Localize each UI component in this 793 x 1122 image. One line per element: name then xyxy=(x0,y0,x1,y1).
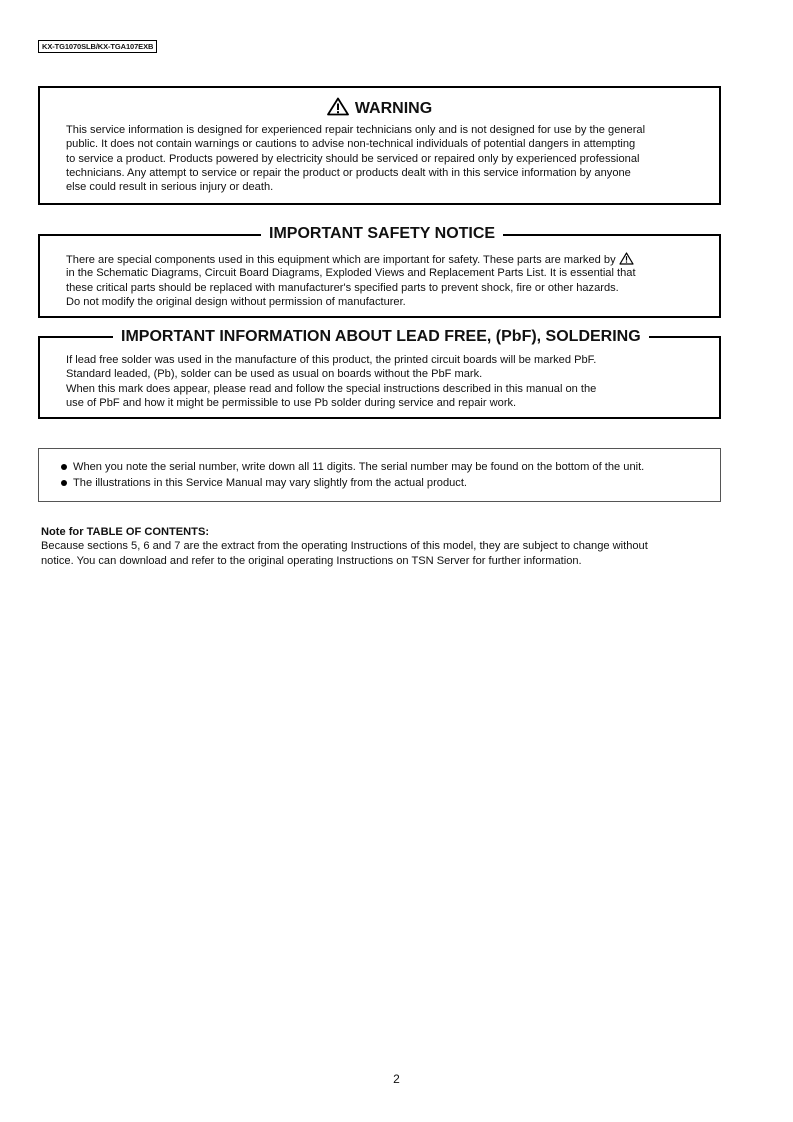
warning-line: technicians. Any attempt to service or repair the product or products dealt with in this service information by anyone xyxy=(66,166,631,179)
safety-line: There are special components used in this equipment which are important for safety. These parts are marked by xyxy=(66,252,636,266)
warning-heading xyxy=(40,97,719,121)
warning-title: WARNING xyxy=(354,100,433,117)
warning-line: else could result in serious injury or death. xyxy=(66,181,274,194)
warning-line: This service information is designed for experienced repair technicians only and is not designed for use by the general xyxy=(66,124,646,136)
lead-free-line: When this mark does appear, please read and follow the special instructions described in this manual on the xyxy=(66,382,597,395)
warning-line: public. It does not contain warnings or cautions to advise non-technical individuals of potential dangers in attempting xyxy=(66,138,636,151)
safety-notice-title: IMPORTANT SAFETY NOTICE xyxy=(261,225,503,243)
lead-free-box xyxy=(38,328,721,419)
notes-list xyxy=(61,459,644,491)
safety-line: these critical parts should be replaced with manufacturer's specified parts to prevent shock, fire or other hazards. xyxy=(66,281,619,294)
page-number: 2 xyxy=(393,1072,400,1086)
lead-free-line: use of PbF and how it might be permissible to use Pb solder during service and repair work. xyxy=(66,396,517,409)
model-number-label: KX-TG1070SLB/KX-TGA107EXB xyxy=(38,40,157,53)
toc-note-line: notice. You can download and refer to the original operating Instructions on TSN Server for further information. xyxy=(41,554,582,567)
list-item xyxy=(61,459,644,475)
warning-line: to service a product. Products powered by electricity should be serviced or repaired only by experienced professional xyxy=(66,152,640,165)
toc-note xyxy=(41,525,648,568)
lead-free-title: IMPORTANT INFORMATION ABOUT LEAD FREE, (PbF), SOLDERING xyxy=(113,328,649,346)
safety-line: in the Schematic Diagrams, Circuit Board Diagrams, Exploded Views and Replacement Parts List. It is essential that xyxy=(66,267,636,280)
notes-box xyxy=(38,448,721,502)
list-item xyxy=(61,475,644,491)
toc-note-heading: Note for TABLE OF CONTENTS: xyxy=(41,526,210,538)
lead-free-line: Standard leaded, (Pb), solder can be used as usual on boards without the PbF mark. xyxy=(66,368,483,381)
bullet-icon xyxy=(61,464,67,470)
note-text: The illustrations in this Service Manual may vary slightly from the actual product. xyxy=(73,477,467,489)
safety-line: Do not modify the original design without permission of manufacturer. xyxy=(66,295,406,308)
safety-notice-box xyxy=(38,225,721,318)
warning-box xyxy=(38,86,721,205)
lead-free-line: If lead free solder was used in the manufacture of this product, the printed circuit boards will be marked PbF. xyxy=(66,354,597,366)
safety-notice-body xyxy=(66,252,636,309)
warning-body xyxy=(66,123,645,194)
lead-free-body xyxy=(66,353,596,410)
toc-note-line: Because sections 5, 6 and 7 are the extract from the operating Instructions of this model, they are subject to change without xyxy=(41,540,648,553)
warning-triangle-icon xyxy=(327,97,349,121)
note-text: When you note the serial number, write down all 11 digits. The serial number may be found on the bottom of the unit. xyxy=(73,461,645,473)
bullet-icon xyxy=(61,480,67,486)
